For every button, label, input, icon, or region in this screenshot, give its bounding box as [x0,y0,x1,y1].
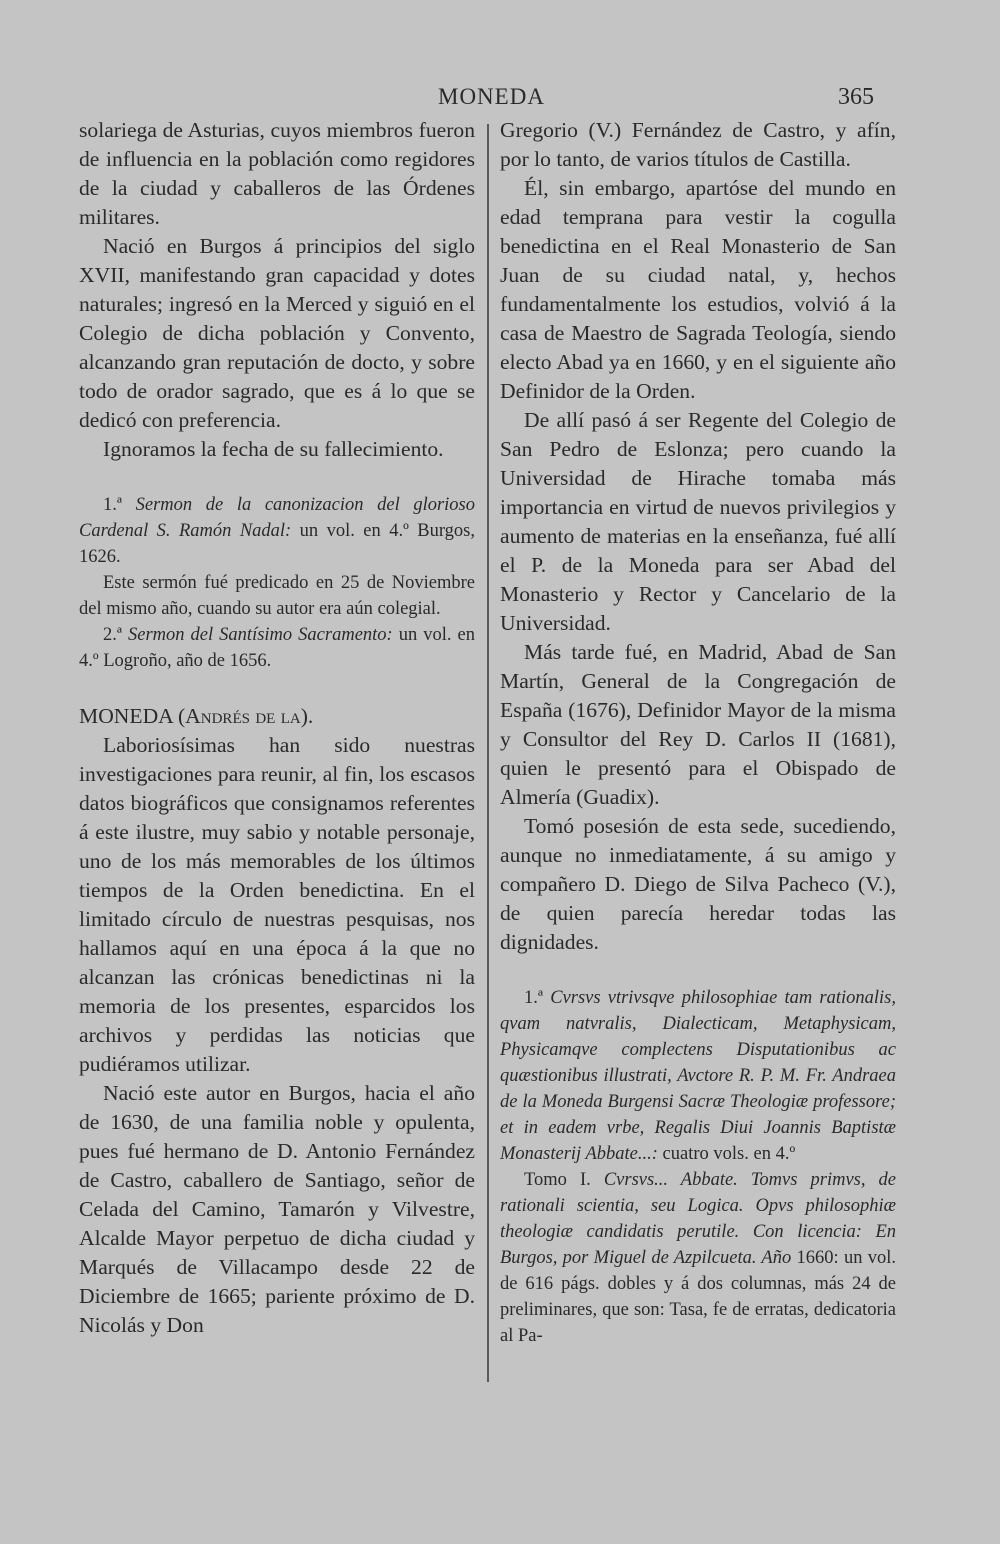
paragraph: Más tarde fué, en Madrid, Abad de San Martín, General de la Congregación de España (1676), Definidor Mayor de la misma y Consultor del Rey D. Carlos II (1681), quien le presentó para el Obispado de Almería (Guadix). [500,640,896,809]
work-entry [79,622,475,674]
paragraph: solariega de Asturias, cuyos miembros fueron de influencia en la población como regidores de la ciudad y caballeros de las Órdenes militares. [79,118,475,229]
paragraph: Nació en Burgos á principios del siglo XVII, manifestando gran capacidad y dotes naturales; ingresó en la Merced y siguió en el Colegio de dicha población y Convento, alcanzando gran reputación de docto, y sobre todo de orador sagrado, que es á lo que se dedicó con preferencia. [79,234,475,432]
right-column [500,116,896,1349]
volume-entry [500,1167,896,1349]
work-details: un vol. en 4.º Burgos, 1626. [79,521,475,567]
volume-label: Tomo I. [524,1170,591,1190]
paragraph: Nació este autor en Burgos, hacia el año de 1630, de una familia noble y opulenta, pues fué hermano de D. Antonio Fernández de Castro, caballero de Santiago, señor de Celada del Camino, Tamarón y Vilvestre, Alcalde Mayor perpetuo de dicha ciudad y Marqués de Villacampo desde 22 de Diciembre de 1665; pariente próximo de D. Nicolás y Don [79,1081,475,1337]
work-entry [79,492,475,570]
work-details: cuatro vols. en 4.º [662,1144,796,1164]
running-title: MONEDA [438,84,545,109]
work-title: Sermon del Santísimo Sacramento: [128,625,393,645]
volume-details: 1660: un vol. de 616 págs. dobles y á dos columnas, más 24 de preliminares, que son: Tasa, fe de erratas, dedicatoria al Pa- [500,1248,897,1346]
work-number: 1.ª [524,988,543,1008]
work-note: Este sermón fué predicado en 25 de Noviembre del mismo año, cuando su autor era aún colegial. [79,573,475,619]
entry-heading [79,702,475,731]
running-head [0,84,1000,114]
paragraph: Ignoramos la fecha de su fallecimiento. [103,437,444,461]
work-details: un vol. en 4.º Logroño, año de 1656. [79,625,476,671]
work-title: Cvrsvs vtrivsqve philosophiae tam rationalis, qvam natvralis, Dialecticam, Metaphysicam, Physicamqve complectens Disputationibus ac quæstionibus illustrati, Avctore R. P. M. Fr. Andraea de la Moneda Burgensi Sacræ Theologiæ professore; et in eadem vrbe, Regalis Diui Joannis Baptistæ Monasterij Abbate...: [500,988,896,1164]
paragraph: Él, sin embargo, apartóse del mundo en edad temprana para vestir la cogulla benedictina en el Real Monasterio de San Juan de su ciudad natal, y, hechos fundamentalmente los estudios, volvió á la casa de Maestro de Sagrada Teología, siendo electo Abad ya en 1660, y en el siguiente año Definidor de la Orden. [500,176,896,403]
paragraph: Tomó posesión de esta sede, sucediendo, aunque no inmediatamente, á su amigo y compañero D. Diego de Silva Pacheco (V.), de quien parecía heredar todas las dignidades. [500,814,896,954]
paragraph: Laboriosísimas han sido nuestras investigaciones para reunir, al fin, los escasos datos biográficos que consignamos referentes á este ilustre, muy sabio y notable personaje, uno de los más memorables de los últimos tiempos de la Orden benedictina. En el limitado círculo de nuestras pesquisas, nos hallamos aquí en una época á la que no alcanzan las crónicas benedictinas ni la memoria de los presentes, esparcidos los archivos y perdidas las noticias que pudiéramos utilizar. [79,733,475,1076]
work-number: 1.ª [103,495,122,515]
left-column [79,116,475,1340]
column-divider [487,124,489,1382]
work-number: 2.ª [103,625,122,645]
entry-given-name: (Andrés de la). [177,704,314,728]
paragraph: De allí pasó á ser Regente del Colegio de San Pedro de Eslonza; pero cuando la Universidad de Hirache tomaba más importancia en virtud de nuevos privilegios y aumento de materias en la enseñanza, fué allí el P. de la Moneda para ser Abad del Monasterio y Rector y Cancelario de la Universidad. [500,408,896,635]
entry-surname: MONEDA [79,704,173,728]
page-number: 365 [838,84,874,110]
work-entry [500,985,896,1167]
volume-title: Cvrsvs... Abbate. Tomvs primvs, de rationali scientia, seu Logica. Opvs philosophiæ theologiæ candidatis perutile. Con licencia: En Burgos, por Miguel de Azpilcueta. Año [500,1170,897,1268]
work-title: Sermon de la canonizacion del glorioso Cardenal S. Ramón Nadal: [79,495,475,541]
paragraph: Gregorio (V.) Fernández de Castro, y afín, por lo tanto, de varios títulos de Castilla. [500,118,896,171]
